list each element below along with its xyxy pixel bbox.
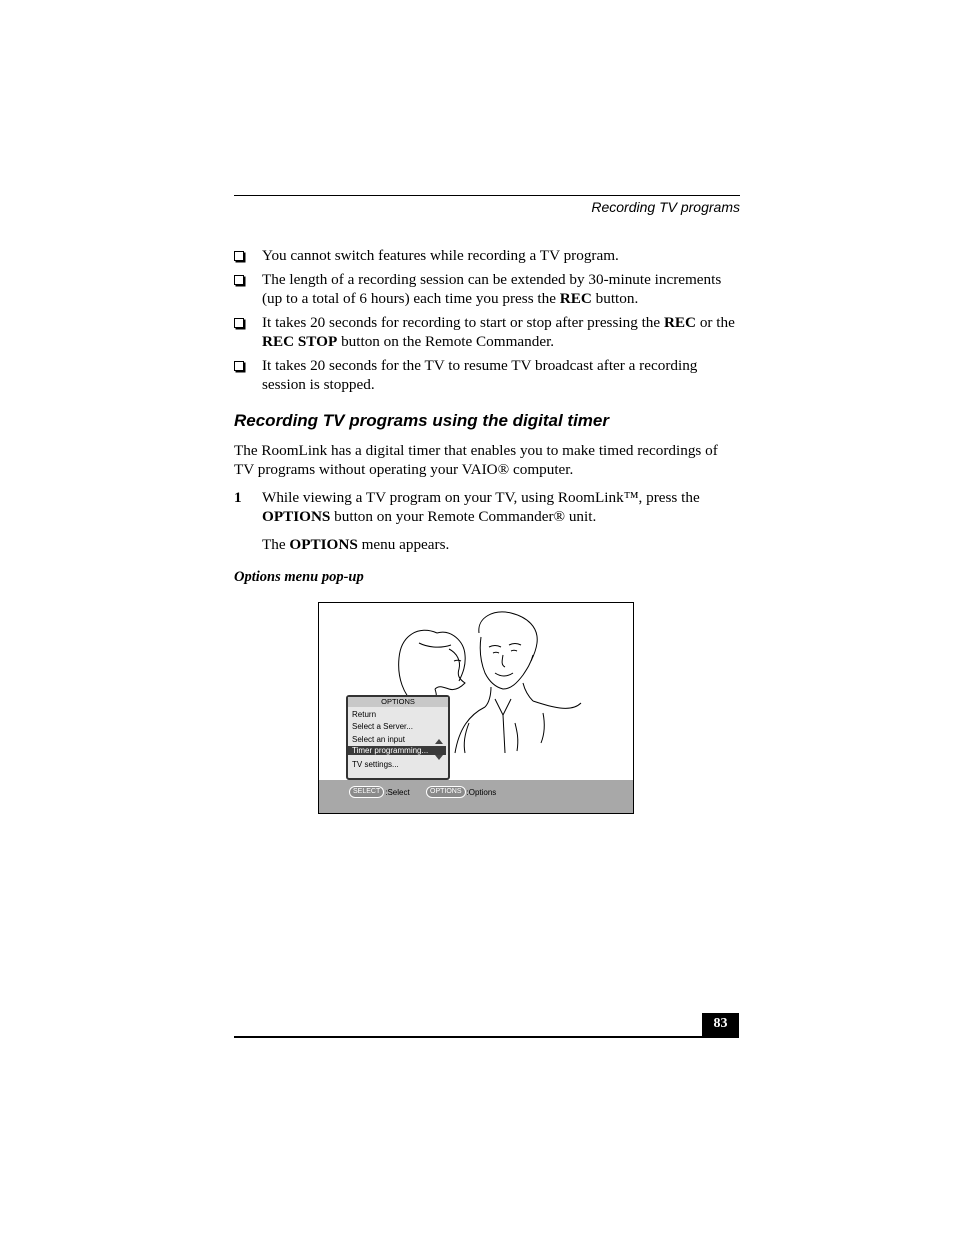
section-heading: Recording TV programs using the digital timer — [234, 411, 609, 430]
menu-item-tv-settings[interactable]: TV settings... — [352, 760, 399, 769]
menu-item-timer-programming[interactable]: Timer programming... — [348, 746, 446, 755]
list-item — [234, 313, 740, 351]
select-key-badge: SELECT — [349, 786, 384, 798]
bullet-text: It takes 20 seconds for the TV to resume TV broadcast after a recording session is stopped. — [262, 357, 698, 393]
page-number: 83 — [702, 1013, 739, 1037]
bullet-text: The length of a recording session can be extended by 30-minute increments (up to a total of 6 hours) each time you press the REC button. — [262, 271, 722, 307]
bullet-text: You cannot switch features while recording a TV program. — [262, 247, 619, 264]
checkbox-bullet-icon — [234, 275, 244, 285]
list-item — [234, 356, 740, 394]
options-menu-title: OPTIONS — [348, 697, 448, 707]
intro-paragraph: The RoomLink has a digital timer that enables you to make timed recordings of TV programs without operating your VAIO® computer. — [234, 442, 718, 478]
footer-rule — [234, 1036, 739, 1038]
menu-item-select-server[interactable]: Select a Server... — [352, 722, 413, 731]
bullet-list — [234, 246, 740, 399]
menu-item-select-input[interactable]: Select an input — [352, 735, 405, 744]
select-key-label: :Select — [385, 787, 410, 797]
options-menu-screenshot — [318, 602, 634, 814]
running-head: Recording TV programs — [591, 199, 740, 215]
checkbox-bullet-icon — [234, 318, 244, 328]
scroll-down-icon[interactable] — [435, 755, 443, 760]
select-key-hint — [349, 786, 410, 798]
header-rule — [234, 195, 740, 196]
options-key-label: :Options — [466, 787, 497, 797]
menu-item-return[interactable]: Return — [352, 710, 377, 719]
checkbox-bullet-icon — [234, 251, 244, 261]
status-bar — [319, 780, 633, 813]
options-key-badge: OPTIONS — [426, 786, 466, 798]
bullet-text: It takes 20 seconds for recording to start or stop after pressing the REC or the REC STOP button on the Remote Commander. — [262, 314, 735, 350]
step-text: While viewing a TV program on your TV, using RoomLink™, press the OPTIONS button on your Remote Commander® unit. — [262, 489, 700, 525]
list-item — [234, 270, 740, 308]
step-result: The OPTIONS menu appears. — [262, 536, 450, 553]
options-menu — [346, 695, 450, 780]
list-item — [234, 246, 740, 265]
checkbox-bullet-icon — [234, 361, 244, 371]
scroll-up-icon[interactable] — [435, 739, 443, 744]
options-key-hint — [426, 786, 496, 798]
step-number: 1 — [234, 489, 242, 506]
figure-caption: Options menu pop-up — [234, 569, 364, 585]
